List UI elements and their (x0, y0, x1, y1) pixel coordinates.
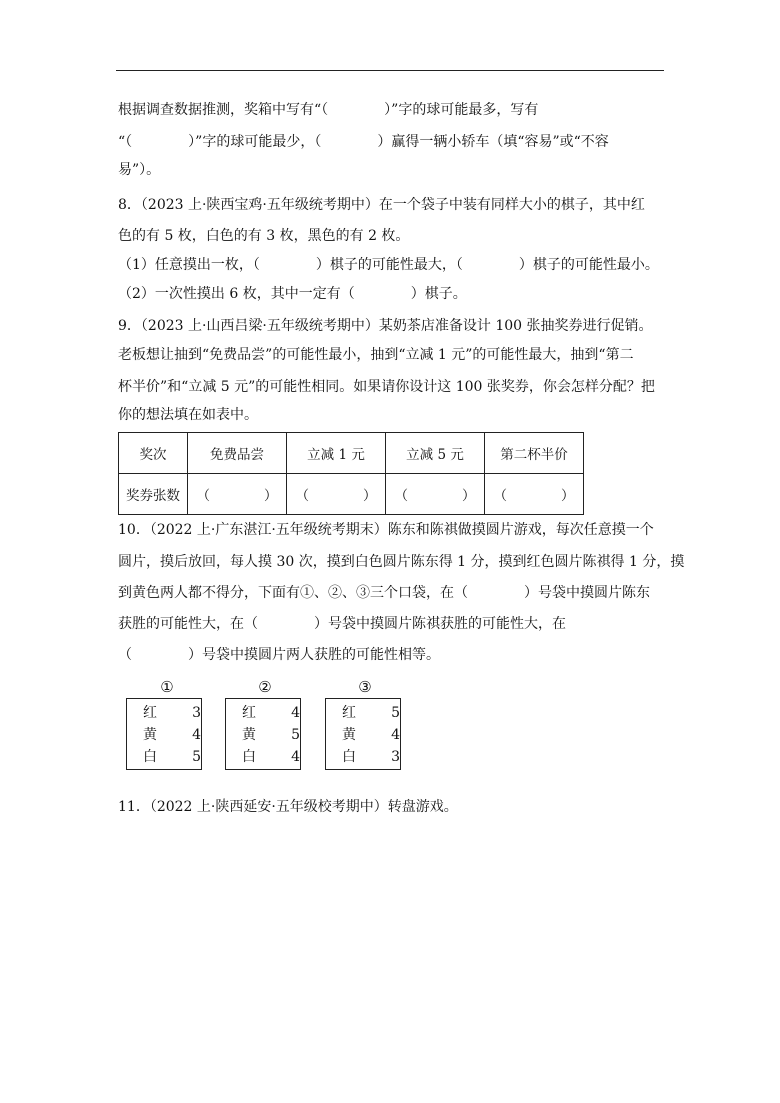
question-11-line: 11．（2022 上·陕西延安·五年级校考期中）转盘游戏。 (118, 799, 458, 815)
bag-color: 白 (242, 749, 256, 765)
bag-count: 4 (291, 705, 300, 721)
question-8-line: 8．（2023 上·陕西宝鸡·五年级统考期中）在一个袋子中装有同样大小的棋子，其中红 (118, 197, 645, 213)
bag-count: 4 (391, 727, 400, 743)
bag-color: 白 (342, 749, 356, 765)
bag-number: ③ (358, 678, 372, 696)
bag-row (226, 724, 300, 746)
text-line: （1）任意摸出一枚，（ ）棋子的可能性最大，（ ）棋子的可能性最小。 (118, 257, 659, 273)
bag-box (126, 698, 202, 770)
text-line: “（ ）”字的球可能最少，（ ）赢得一辆小轿车（填“容易”或“不容 (118, 134, 609, 150)
text-line: 色的有 5 枚，白色的有 3 枚，黑色的有 2 枚。 (118, 228, 410, 244)
table-header-cell: 第二杯半价 (485, 433, 584, 474)
text-line: 到黄色两人都不得分，下面有①、②、③三个口袋，在（ ）号袋中摸圆片陈东 (118, 585, 650, 601)
table-cell: 奖券张数 (119, 474, 188, 515)
header-rule (116, 70, 664, 71)
bag-row (127, 702, 201, 724)
text-line: 圆片，摸后放回，每人摸 30 次，摸到白色圆片陈东得 1 分，摸到红色圆片陈祺得 1 分，摸 (118, 554, 685, 570)
bag-color: 白 (143, 749, 157, 765)
text-line: 根据调查数据推测，奖箱中写有“（ ）”字的球可能最多，写有 (118, 102, 539, 118)
bag-count: 4 (192, 727, 201, 743)
table-row (119, 474, 584, 515)
bag-box (225, 698, 301, 770)
bag-row (127, 724, 201, 746)
answer-blank[interactable]: （ ） (386, 474, 485, 515)
text-line: 杯半价”和“立减 5 元”的可能性相同。如果请你设计这 100 张奖券，你会怎样分配？把 (118, 379, 655, 395)
question-9-line: 9．（2023 上·山西吕梁·五年级统考期中）某奶茶店准备设计 100 张抽奖券进行促销。 (118, 318, 653, 334)
bag-count: 4 (291, 749, 300, 765)
bag-color: 红 (342, 705, 356, 721)
bag-count: 5 (291, 727, 300, 743)
bag-count: 3 (391, 749, 400, 765)
text-line: （ ）号袋中摸圆片两人获胜的可能性相等。 (118, 647, 440, 663)
bag-color: 黄 (242, 727, 256, 743)
table-header-cell: 奖次 (119, 433, 188, 474)
bag-row (226, 746, 300, 768)
table-header-cell: 立减 5 元 (386, 433, 485, 474)
answer-blank[interactable]: （ ） (485, 474, 584, 515)
bag-count: 3 (192, 705, 201, 721)
bag-color: 红 (143, 705, 157, 721)
bag-color: 黄 (143, 727, 157, 743)
text-line: 你的想法填在如表中。 (118, 407, 258, 423)
question-10-line: 10．（2022 上·广东湛江·五年级统考期末）陈东和陈祺做摸圆片游戏，每次任意摸一个 (118, 522, 654, 538)
bag-number: ① (160, 678, 174, 696)
table-row (119, 433, 584, 474)
bag-color: 红 (242, 705, 256, 721)
bag-count: 5 (192, 749, 201, 765)
text-line: 老板想让抽到“免费品尝”的可能性最小，抽到“立减 1 元”的可能性最大，抽到“第二 (118, 347, 634, 363)
table-header-cell: 立减 1 元 (287, 433, 386, 474)
bag-row (226, 702, 300, 724)
text-line: 获胜的可能性大，在（ ）号袋中摸圆片陈祺获胜的可能性大，在 (118, 616, 566, 632)
text-line: 易”）。 (118, 162, 161, 178)
bag-color: 黄 (342, 727, 356, 743)
prize-table (118, 432, 584, 515)
bag-number: ② (258, 678, 272, 696)
bag-row (326, 746, 400, 768)
bag-row (326, 724, 400, 746)
bag-box (325, 698, 401, 770)
bag-row (127, 746, 201, 768)
bag-count: 5 (391, 705, 400, 721)
bag-row (326, 702, 400, 724)
answer-blank[interactable]: （ ） (287, 474, 386, 515)
table-header-cell: 免费品尝 (188, 433, 287, 474)
text-line: （2）一次性摸出 6 枚，其中一定有（ ）棋子。 (118, 286, 467, 302)
answer-blank[interactable]: （ ） (188, 474, 287, 515)
